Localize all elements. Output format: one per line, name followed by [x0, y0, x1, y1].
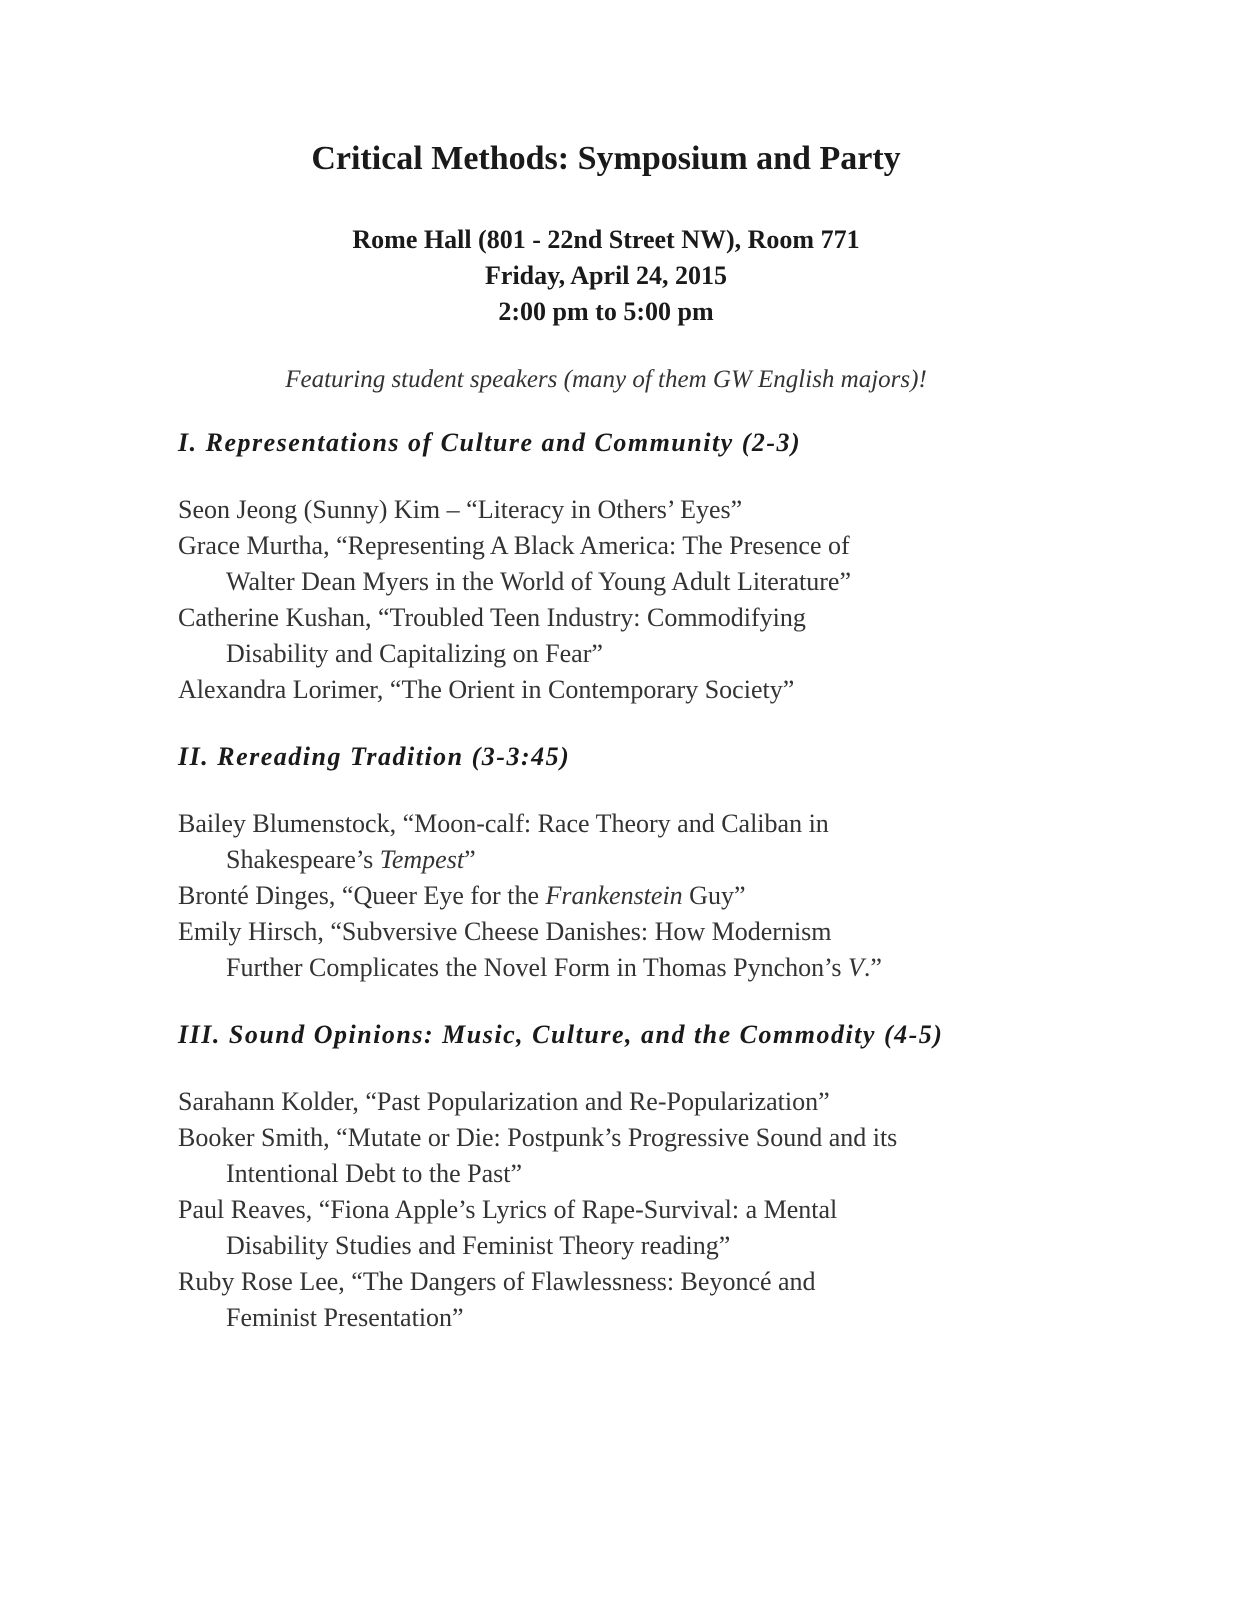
entry-text: Alexandra Lorimer, “The Orient in Contemporary Society”: [178, 675, 795, 704]
entry-text: Booker Smith, “Mutate or Die: Postpunk’s Progressive Sound and its: [178, 1123, 898, 1152]
entry-text: Catherine Kushan, “Troubled Teen Industry: Commodifying: [178, 603, 806, 632]
section-heading: I. Representations of Culture and Community (2-3): [178, 428, 802, 457]
speaker-entry: [178, 528, 1138, 600]
page-title: Critical Methods: Symposium and Party: [311, 140, 901, 177]
entry-line: [178, 492, 1138, 528]
entry-text: .”: [863, 953, 882, 982]
entry-text: Emily Hirsch, “Subversive Cheese Danishes: How Modernism: [178, 917, 832, 946]
entry-text: Guy”: [682, 881, 746, 910]
speaker-entry: [178, 492, 1138, 528]
section-heading: II. Rereading Tradition (3-3:45): [178, 742, 571, 771]
featuring-note: Featuring student speakers (many of them GW English majors)!: [285, 366, 927, 393]
entry-text: Shakespeare’s: [226, 845, 380, 874]
italic-title: V: [848, 953, 864, 982]
entry-line: [178, 600, 1138, 636]
entry-text: Ruby Rose Lee, “The Dangers of Flawlessness: Beyoncé and: [178, 1267, 816, 1296]
entry-line: [178, 564, 1138, 600]
speaker-entry: [178, 1084, 1138, 1120]
entry-text: Further Complicates the Novel Form in Thomas Pynchon’s: [226, 953, 849, 982]
entry-text: Intentional Debt to the Past”: [226, 1159, 523, 1188]
entry-line: [178, 1300, 1138, 1336]
entry-text: Bailey Blumenstock, “Moon-calf: Race Theory and Caliban in: [178, 809, 829, 838]
entry-text: Paul Reaves, “Fiona Apple’s Lyrics of Rape-Survival: a Mental: [178, 1195, 838, 1224]
section-heading: III. Sound Opinions: Music, Culture, and the Commodity (4-5): [178, 1020, 944, 1049]
entry-line: [178, 842, 1138, 878]
speaker-entry: [178, 914, 1138, 986]
entry-line: [178, 636, 1138, 672]
event-time: 2:00 pm to 5:00 pm: [498, 297, 714, 326]
entry-line: [178, 1084, 1138, 1120]
speaker-entry: [178, 1264, 1138, 1336]
event-details: [0, 222, 1212, 330]
entry-line: [178, 1156, 1138, 1192]
speaker-entry: [178, 1120, 1138, 1192]
entry-line: [178, 806, 1138, 842]
entry-line: [178, 1192, 1138, 1228]
entry-line: [178, 914, 1138, 950]
entry-line: [178, 1120, 1138, 1156]
speaker-entry: [178, 672, 1138, 708]
entry-text: Disability and Capitalizing on Fear”: [226, 639, 603, 668]
italic-title: Tempest: [379, 845, 465, 874]
event-location: Rome Hall (801 - 22nd Street NW), Room 771: [352, 225, 860, 254]
speaker-entry: [178, 600, 1138, 672]
entry-text: Disability Studies and Feminist Theory reading”: [226, 1231, 731, 1260]
speaker-entry: [178, 806, 1138, 878]
entry-text: Sarahann Kolder, “Past Popularization and Re-Popularization”: [178, 1087, 830, 1116]
entry-text: Grace Murtha, “Representing A Black America: The Presence of: [178, 531, 850, 560]
entry-line: [178, 672, 1138, 708]
entry-text: Walter Dean Myers in the World of Young Adult Literature”: [226, 567, 851, 596]
entry-text: Seon Jeong (Sunny) Kim – “Literacy in Others’ Eyes”: [178, 495, 743, 524]
entry-text: Bronté Dinges, “Queer Eye for the: [178, 881, 546, 910]
section-2: [178, 742, 1138, 986]
section-1: [178, 428, 1138, 708]
speaker-entry: [178, 1192, 1138, 1264]
entry-line: [178, 528, 1138, 564]
entry-text: Feminist Presentation”: [226, 1303, 464, 1332]
entry-line: [178, 950, 1138, 986]
entry-line: [178, 1228, 1138, 1264]
entry-line: [178, 1264, 1138, 1300]
entry-line: [178, 878, 1138, 914]
event-date: Friday, April 24, 2015: [485, 261, 727, 290]
section-3: [178, 1020, 1138, 1336]
speaker-entry: [178, 878, 1138, 914]
italic-title: Frankenstein: [545, 881, 683, 910]
entry-text: ”: [464, 845, 476, 874]
